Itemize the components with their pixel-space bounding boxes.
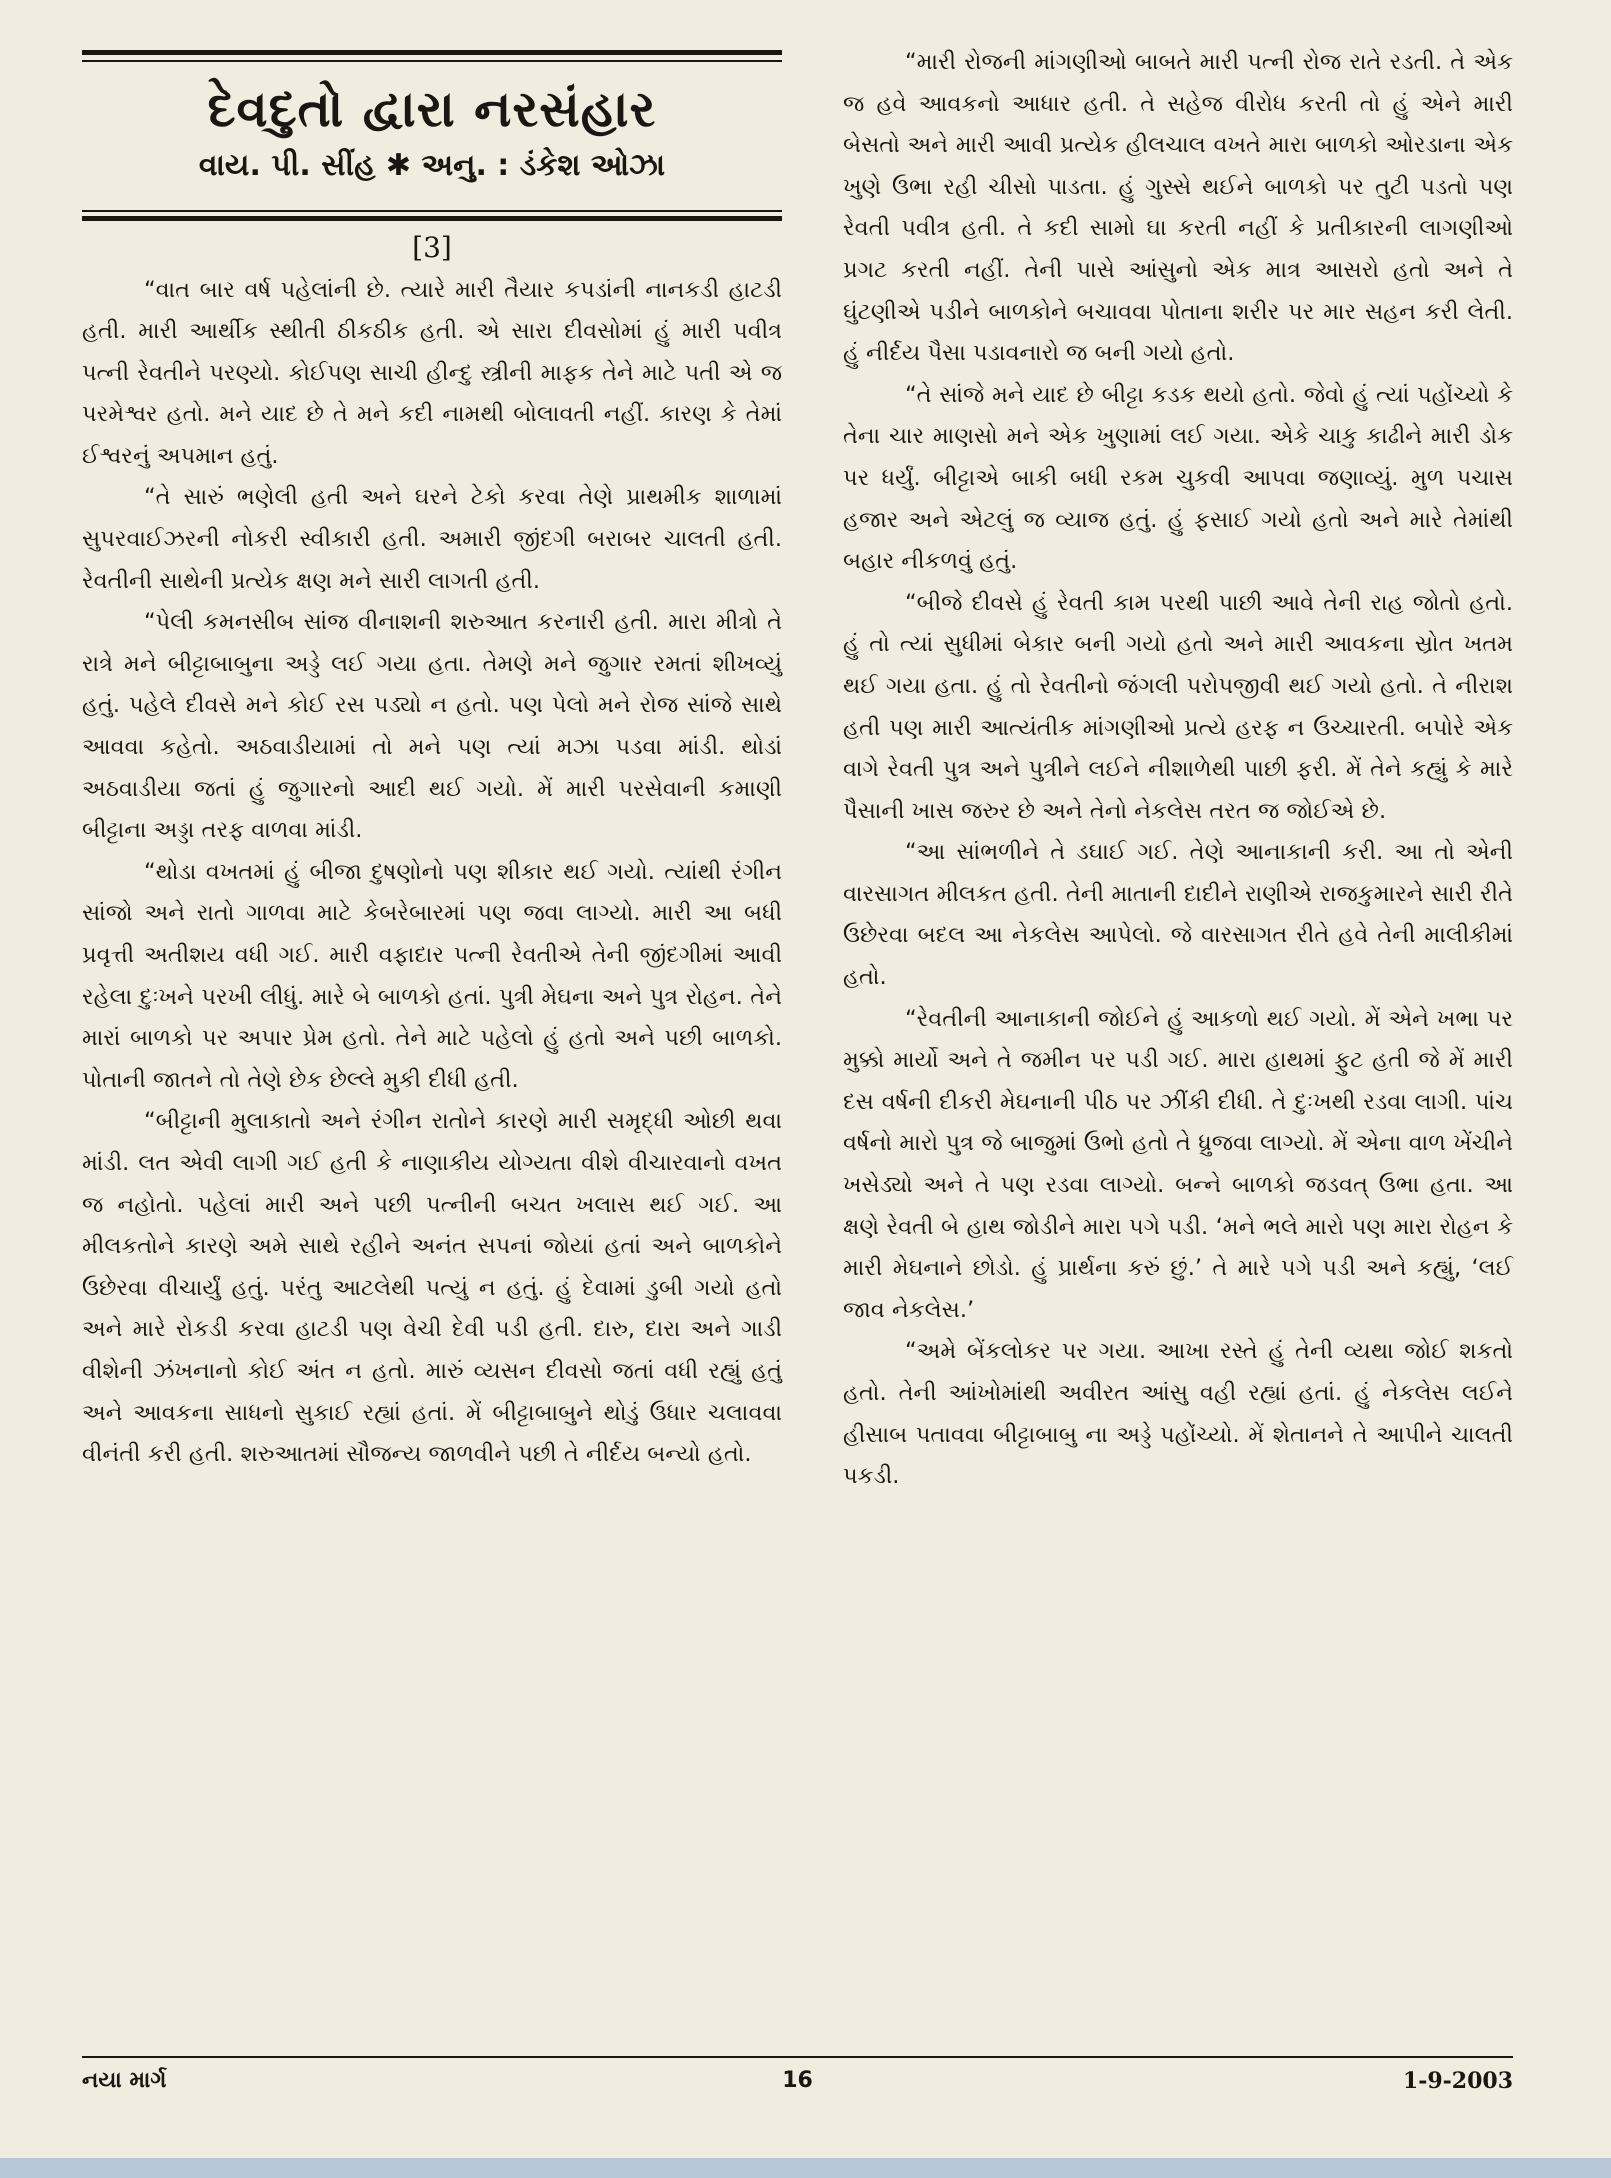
paragraph: “પેલી કમનસીબ સાંજ વીનાશની શરુઆત કરનારી હતી. મારા મીત્રો તે રાત્રે મને બીટ્ટાબાબુના અડ્ડે લઈ ગયા હતા. તેમણે મને જુગાર રમતાં શીખવ્યું હતું. પહેલે દીવસે મને કોઈ રસ પડ્યો ન હતો. પણ પેલો મને રોજ સાંજે સાથે આવવા કહેતો. અઠવાડીયામાં તો મને પણ ત્યાં મઝા પડવા માંડી. થોડાં અઠવાડીયા જતાં હું જુગારનો આદી થઈ ગયો. મેં મારી પરસેવાની કમાણી બીટ્ટાના અડ્ડા તરફ વાળવા માંડી. — [82, 609, 782, 844]
paragraph: “આ સાંભળીને તે ડઘાઈ ગઈ. તેણે આનાકાની કરી. આ તો એની વારસાગત મીલકત હતી. તેની માતાની દાદીને રાણીએ રાજકુમારને સારી રીતે ઉછેરવા બદલ આ નેકલેસ આપેલો. જે વારસાગત રીતે હવે તેની માલીકીમાં હતો. — [843, 839, 1513, 991]
paragraph: “બીટ્ટાની મુલાકાતો અને રંગીન રાતોને કારણે મારી સમૃદ્ધી ઓછી થવા માંડી. લત એવી લાગી ગઈ હતી કે નાણાકીય યોગ્યતા વીશે વીચારવાનો વખત જ નહોતો. પહેલાં મારી અને પછી પત્નીની બચત ખલાસ થઈ ગઈ. આ મીલકતોને કારણે અમે સાથે રહીને અનંત સપનાં જોયાં હતાં અને બાળકોને ઉછેરવા વીચાર્યું હતું. પરંતુ આટલેથી પત્યું ન હતું. હું દેવામાં ડુબી ગયો હતો અને મારે રોકડી કરવા હાટડી પણ વેચી દેવી પડી હતી. દારુ, દારા અને ગાડી વીશેની ઝંખનાનો કોઈ અંત ન હતો. મારું વ્યસન દીવસો જતાં વધી રહ્યું હતું અને આવકના સાધનો સુકાઈ રહ્યાં હતાં. મેં બીટ્ટાબાબુને થોડું ઉધાર ચલાવવા વીનંતી કરી હતી. શરુઆતમાં સૌજન્ય જાળવીને પછી તે નીર્દય બન્યો હતો. — [82, 1108, 782, 1468]
scan-edge-strip — [0, 2158, 1611, 2178]
article-title: દેવદુતો દ્વારા નરસંહાર — [207, 80, 657, 138]
chapter-number: [3] — [412, 230, 452, 264]
paragraph: “વાત બાર વર્ષ પહેલાંની છે. ત્યારે મારી તૈયાર કપડાંની નાનકડી હાટડી હતી. મારી આર્થીક સ્થીતી ઠીકઠીક હતી. એ સારા દીવસોમાં હું મારી પવીત્ર પત્ની રેવતીને પરણ્યો. કોઈપણ સાચી હીન્દુ સ્ત્રીની માફક તેને માટે પતી એ જ પરમેશ્વર હતો. મને યાદ છે તે મને કદી નામથી બોલાવતી નહીં. કારણ કે તેમાં ઈશ્વરનું અપમાન હતું. — [82, 276, 782, 469]
paragraph: “તે સાંજે મને યાદ છે બીટ્ટા કડક થયો હતો. જેવો હું ત્યાં પહોંચ્યો કે તેના ચાર માણસો મને એક ખુણામાં લઈ ગયા. એકે ચાકુ કાઢીને મારી ડોક પર ધર્યું. બીટ્ટાએ બાકી બધી રકમ ચુકવી આપવા જણાવ્યું. મુળ પચાસ હજાર અને એટલું જ વ્યાજ હતું. હું ફસાઈ ગયો હતો અને મારે તેમાંથી બહાર નીકળવું હતું. — [843, 381, 1513, 575]
paragraph: “અમે બેંકલોકર પર ગયા. આખા રસ્તે હું તેની વ્યથા જોઈ શકતો હતો. તેની આંખોમાંથી અવીરત આંસુ વહી રહ્યાં હતાં. હું નેકલેસ લઈને હીસાબ પતાવવા બીટ્ટાબાબુ ના અડ્ડે પહોંચ્યો. મેં શેતાનને તે આપીને ચાલતી પકડી. — [843, 1338, 1513, 1490]
publication-name: નયા માર્ગ — [82, 2068, 167, 2093]
page-footer — [82, 2068, 1513, 2104]
left-column — [82, 30, 782, 1476]
paragraph: “થોડા વખતમાં હું બીજા દુષણોનો પણ શીકાર થઈ ગયો. ત્યાંથી રંગીન સાંજો અને રાતો ગાળવા માટે કેબરેબારમાં પણ જવા લાગ્યો. મારી આ બધી પ્રવૃત્તી અતીશય વધી ગઈ. મારી વફાદાર પત્ની રેવતીએ તેની જીંદગીમાં આવી રહેલા દુઃખને પરખી લીધું. મારે બે બાળકો હતાં. પુત્રી મેઘના અને પુત્ર રોહન. તેને મારાં બાળકો પર અપાર પ્રેમ હતો. તેને માટે પહેલો હું હતો અને પછી બાળકો. પોતાની જાતને તો તેણે છેક છેલ્લે મુકી દીધી હતી. — [82, 858, 782, 1093]
paragraph: “તે સારું ભણેલી હતી અને ઘરને ટેકો કરવા તેણે પ્રાથમીક શાળામાં સુપરવાઈઝરની નોકરી સ્વીકારી હતી. અમારી જીંદગી બરાબર ચાલતી હતી. રેવતીની સાથેની પ્રત્યેક ક્ષણ મને સારી લાગતી હતી. — [82, 484, 782, 594]
article-byline: વાય. પી. સીંહ ✱ અનુ. : ડંકેશ ઓઝા — [198, 147, 666, 183]
right-column — [843, 42, 1513, 1498]
paragraph: “મારી રોજની માંગણીઓ બાબતે મારી પત્ની રોજ રાતે રડતી. તે એક જ હવે આવકનો આધાર હતી. તે સહેજ વીરોધ કરતી તો હું એને મારી બેસતો અને મારી આવી પ્રત્યેક હીલચાલ વખતે મારા બાળકો ઓરડાના એક ખુણે ઉભા રહી ચીસો પાડતા. હું ગુસ્સે થઈને બાળકો પર તુટી પડતો પણ રેવતી પવીત્ર હતી. તે કદી સામો ઘા કરતી નહીં કે પ્રતીકારની લાગણીઓ પ્રગટ કરતી નહીં. તેની પાસે આંસુનો એક માત્ર આસરો હતો અને તે ઘુંટણીએ પડીને બાળકોને બચાવવા પોતાના શરીર પર માર સહન કરી લેતી. હું નીર્દય પૈસા પડાવનારો જ બની ગયો હતો. — [843, 49, 1513, 367]
paragraph: “બીજે દીવસે હું રેવતી કામ પરથી પાછી આવે તેની રાહ જોતો હતો. હું તો ત્યાં સુધીમાં બેકાર બની ગયો હતો અને મારી આવકના સ્રોત ખતમ થઈ ગયા હતા. હું તો રેવતીનો જંગલી પરોપજીવી થઈ ગયો હતો. તે નીરાશ હતી પણ મારી આત્યંતીક માંગણીઓ પ્રત્યે હરફ ન ઉચ્ચારતી. બપોરે એક વાગે રેવતી પુત્ર અને પુત્રીને લઈને નીશાળેથી પાછી ફરી. મેં તેને કહ્યું કે મારે પૈસાની ખાસ જરુર છે અને તેનો નેકલેસ તરત જ જોઈએ છે. — [843, 589, 1513, 824]
issue-date: 1-9-2003 — [1402, 2068, 1513, 2094]
page-number: 16 — [782, 2068, 813, 2093]
paragraph: “રેવતીની આનાકાની જોઈને હું આકળો થઈ ગયો. મેં એને ખભા પર મુક્કો માર્યો અને તે જમીન પર પડી ગઈ. મારા હાથમાં ફુટ હતી જે મેં મારી દસ વર્ષની દીકરી મેઘનાની પીઠ પર ઝીંકી દીધી. તે દુઃખથી રડવા લાગી. પાંચ વર્ષનો મારો પુત્ર જે બાજુમાં ઉભો હતો તે ધ્રુજવા લાગ્યો. મેં એના વાળ ખેંચીને ખસેડ્યો અને તે પણ રડવા લાગ્યો. બન્ને બાળકો જડવત્ ઉભા હતા. આ ક્ષણે રેવતી બે હાથ જોડીને મારા પગે પડી. ‘મને ભલે મારો પણ મારા રોહન કે મારી મેઘનાને છોડો. હું પ્રાર્થના કરું છું.’ તે મારે પગે પડી અને કહ્યું, ‘લઈ જાવ નેકલેસ.’ — [843, 1005, 1513, 1323]
footer-rule — [82, 2056, 1513, 2058]
